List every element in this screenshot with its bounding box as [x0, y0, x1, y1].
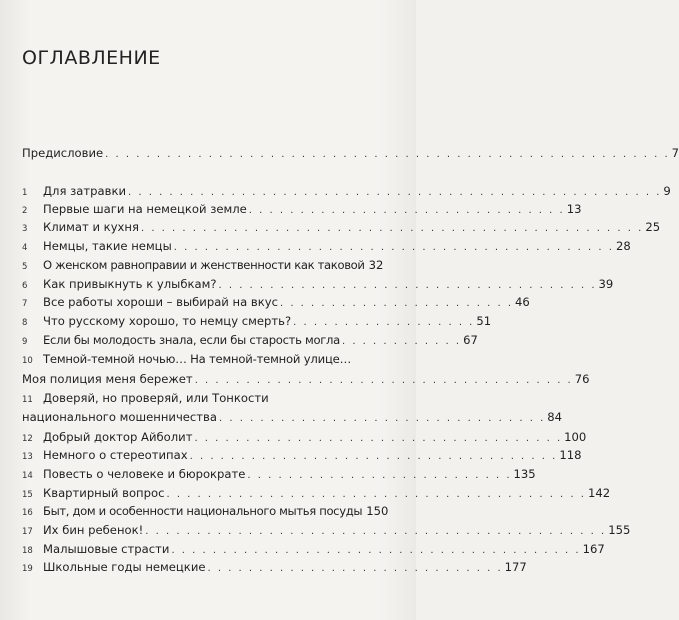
- toc-entry-page: 135: [513, 467, 536, 481]
- toc-entry: [22, 502, 389, 520]
- toc-entry-page: 39: [598, 277, 614, 291]
- toc-entry-number: 10: [22, 356, 33, 366]
- toc-entry-title: Быт, дом и особенности национального мытья посуды: [43, 504, 363, 518]
- toc-entry-number: 8: [22, 318, 28, 328]
- dot-leader: . . . . . . . . . . . . . . . . . . . . . . .: [279, 298, 514, 309]
- toc-entry: [22, 331, 478, 349]
- toc-entry: [22, 200, 582, 218]
- toc-entry-page: 7: [671, 146, 679, 160]
- dot-leader: . . . . . . . . . . . . . . . . . . . . . . . . . . . . . . . . . . . . . . . . .: [166, 489, 586, 500]
- toc-entry-title: Доверяй, но проверяй, или Тонкости: [43, 391, 269, 405]
- dot-leader: . . . . . . . . . . . . . . . . . . . . . . . . . . . . . . . . . . . . . . . . . . . . . . . . . . . .: [128, 187, 662, 198]
- dot-leader: . . . . . . . . . . . . . . . . . . . . . . . . . . . . . . . . . . . .: [189, 451, 558, 462]
- toc-entry-title: Что русскому хорошо, то немцу смерть?: [43, 314, 292, 328]
- toc-entry-number: 19: [22, 564, 33, 574]
- toc-entry-page: 100: [564, 430, 587, 444]
- toc-entry: [22, 293, 530, 311]
- toc-entry-number: 2: [22, 206, 28, 216]
- toc-entry-title: национального мошенничества: [22, 410, 217, 424]
- toc-entry-title: Малышовые страсти: [43, 542, 170, 556]
- toc-entry-continuation: [22, 408, 563, 426]
- toc-entry-number: 7: [22, 299, 28, 309]
- toc-entry: [22, 350, 375, 368]
- page-title: ОГЛАВЛЕНИЕ: [22, 47, 161, 69]
- toc-entry-page: 84: [547, 410, 563, 424]
- dot-leader: . . . . . . . . . . . . . . . . . . . . . . . . . . . . . . . . . . . .: [194, 433, 563, 444]
- toc-entry-page: 76: [574, 372, 590, 386]
- toc-entry: [22, 312, 492, 330]
- toc-entry-title: Как привыкнуть к улыбкам?: [43, 277, 217, 291]
- toc-entry-title: Если бы молодость знала, если бы старость могла: [43, 333, 340, 347]
- dot-leader: . . . . . . . . . . . . . . . . . .: [293, 317, 475, 328]
- toc-entry-title: Моя полиция меня бережет: [22, 372, 193, 386]
- toc-entry-title: Климат и кухня: [43, 220, 139, 234]
- toc-entry-page: 32: [368, 258, 384, 272]
- toc-entry-number: 3: [22, 224, 28, 234]
- toc-entry-number: 14: [22, 471, 33, 481]
- toc-entry: [22, 182, 671, 200]
- toc-entry-title: Школьные годы немецкие: [43, 560, 206, 574]
- dot-leader: . . . . . . . . . . . . . . . . . . . . . . . . . . . . . . . . . . . . . . . . . . . . . . . . . . . . . . .: [105, 149, 670, 160]
- toc-entry: [22, 540, 605, 558]
- toc-entry-page: 155: [608, 523, 631, 537]
- toc-entry-page: 67: [463, 333, 478, 347]
- toc-entry: [22, 389, 375, 407]
- toc-entry-page: 13: [566, 202, 582, 216]
- toc-entry-number: 5: [22, 262, 28, 272]
- toc-entry-title: Для затравки: [43, 184, 126, 198]
- dot-leader: . . . . . . . . . . . . . . . . . . . . . . . . . . . . .: [207, 563, 503, 574]
- toc-entry-page: 167: [582, 542, 605, 556]
- dot-leader: . . . . . . . . . . . . . . . . . . . . . . . . . . . . . . . . . . . . .: [194, 375, 573, 386]
- dot-leader: . . . . . . . . . . . . . . . . . . . . . . . . . . . . . . . . . . . . . . . . . . . . . . . . .: [140, 223, 644, 234]
- toc-entry: [22, 521, 631, 539]
- toc-entry-title: Предисловие: [22, 146, 104, 160]
- dot-leader: . . . . . . . . . . . . . . . . . . . . . . . . . . . . . . . . . . . . . . . . . . . . .: [145, 526, 607, 537]
- toc-entry-page: 51: [476, 314, 492, 328]
- toc-entry: [22, 558, 527, 576]
- toc-entry-number: 1: [22, 188, 28, 198]
- toc-entry-number: 12: [22, 434, 33, 444]
- toc-entry-page: 28: [615, 239, 631, 253]
- dot-leader: . . . . . . . . . . . . . . . . . . . . . . . . . . . . . . . .: [219, 413, 546, 424]
- toc-entry-number: 4: [22, 243, 28, 253]
- toc-entry: [22, 144, 679, 162]
- toc-entry-title: Немного о стереотипах: [43, 448, 188, 462]
- toc-entry: [22, 218, 661, 236]
- dot-leader: . . . . . . . . . . . . . . . . . . . . . . . . . . . . . . . . . . . . . . . .: [171, 545, 581, 556]
- toc-entry-number: 13: [22, 452, 33, 462]
- dot-leader: . . . . . . . . . . . . . . . . . . . . . . . . . .: [247, 470, 512, 481]
- dot-leader: . . . . . . . . . . . .: [341, 336, 462, 347]
- toc-entry-title: Первые шаги на немецкой земле: [43, 202, 247, 216]
- toc-entry-title: Все работы хороши – выбирай на вкус: [43, 295, 278, 309]
- toc-entry-continuation: [22, 370, 590, 388]
- toc-entry-page: 150: [366, 504, 389, 518]
- toc-entry: [22, 428, 587, 446]
- toc-entry: [22, 275, 614, 293]
- toc-entry-title: Темной-темной ночью… На темной-темной улице…: [43, 352, 351, 366]
- toc-entry-title: Квартирный вопрос: [43, 486, 165, 500]
- toc-entry-page: 142: [587, 486, 611, 500]
- toc-entry: [22, 446, 582, 464]
- toc-entry: [22, 256, 384, 274]
- toc-entry-number: 9: [22, 337, 28, 347]
- toc-entry-page: 25: [645, 220, 661, 234]
- dot-leader: . . . . . . . . . . . . . . . . . . . . . . . . . . . . . . . . . . . . .: [218, 280, 597, 291]
- toc-entry-number: 11: [22, 395, 33, 405]
- toc-entry-number: 17: [22, 527, 33, 537]
- toc-entry: [22, 465, 536, 483]
- toc-entry-title: Немцы, такие немцы: [43, 239, 172, 253]
- dot-leader: . . . . . . . . . . . . . . . . . . . . . . . . . . . . . . .: [248, 205, 565, 216]
- toc-entry: [22, 237, 631, 255]
- toc-entry-title: Повесть о человеке и бюрократе: [43, 467, 246, 481]
- toc-entry: [22, 484, 611, 502]
- dot-leader: . . . . . . . . . . . . . . . . . . . . . . . . . . . . . . . . . . . . . . . . . . .: [173, 242, 614, 253]
- toc-entry-number: 16: [22, 508, 33, 518]
- toc-entry-page: 177: [504, 560, 527, 574]
- toc-entry-title: Их бин ребенок!: [43, 523, 144, 537]
- toc-entry-number: 6: [22, 281, 28, 291]
- toc-entry-page: 118: [559, 448, 582, 462]
- toc-entry-page: 46: [515, 295, 530, 309]
- toc-entry-number: 18: [22, 546, 33, 556]
- toc-entry-title: О женском равноправии и женственности как таковой: [43, 258, 365, 272]
- toc-entry-title: Добрый доктор Айболит: [43, 430, 193, 444]
- toc-entry-number: 15: [22, 490, 33, 500]
- toc-entry-page: 9: [663, 184, 671, 198]
